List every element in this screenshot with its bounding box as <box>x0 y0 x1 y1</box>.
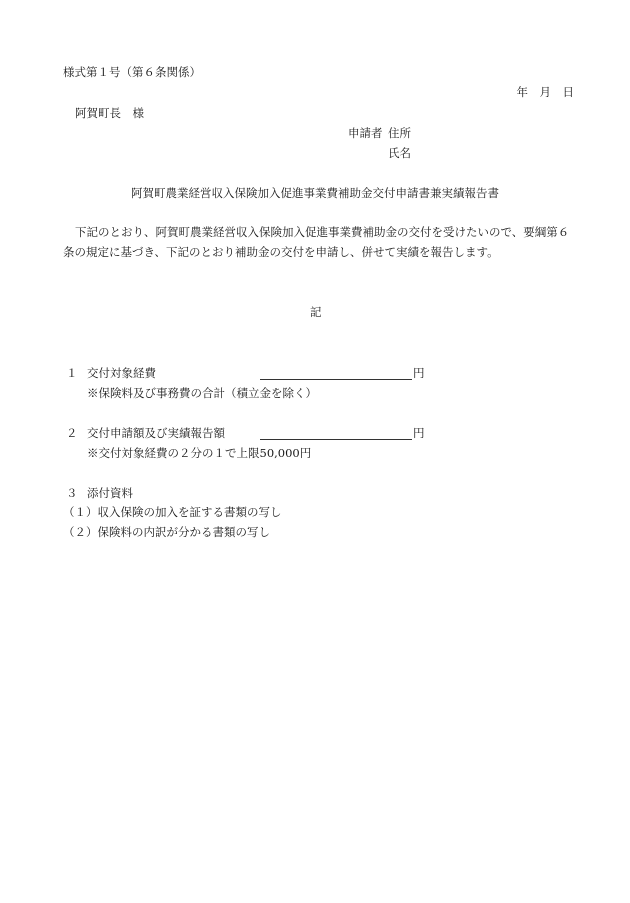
amount-blank <box>260 379 412 380</box>
document-title: 阿賀町農業経営収入保険加入促進事業費補助金交付申請書兼実績報告書 <box>131 186 499 200</box>
attachments-label: 添付資料 <box>87 486 133 500</box>
item-unit: 円 <box>413 366 425 380</box>
applicant-address-label: 住所 <box>388 126 411 140</box>
ki-heading: 記 <box>310 305 322 319</box>
item-note: ※保険料及び事務費の合計（積立金を除く） <box>87 386 317 400</box>
item-label: 交付対象経費 <box>87 366 156 380</box>
item-number: １ <box>66 366 78 380</box>
body-line-2: 条の規定に基づき、下記のとおり補助金の交付を申請し、併せて実績を報告します。 <box>63 245 499 259</box>
item-label: 交付申請額及び実績報告額 <box>87 426 225 440</box>
addressee: 阿賀町長 様 <box>75 106 144 120</box>
attachment-item: （１）収入保険の加入を証する書類の写し <box>63 505 282 519</box>
date-line: 年 月 日 <box>516 85 574 99</box>
applicant-name-label: 氏名 <box>388 146 411 160</box>
body-line-1: 下記のとおり、阿賀町農業経営収入保険加入促進事業費補助金の交付を受けたいので、要綱第６ <box>75 225 570 239</box>
item-number: ２ <box>66 426 78 440</box>
attachments-number: ３ <box>66 486 78 500</box>
amount-blank <box>260 439 412 440</box>
item-unit: 円 <box>413 426 425 440</box>
applicant-label: 申請者 <box>348 126 383 140</box>
attachment-item: （２）保険料の内訳が分かる書類の写し <box>63 525 270 539</box>
form-number: 様式第１号（第６条関係） <box>63 65 201 79</box>
item-note: ※交付対象経費の２分の１で上限50,000円 <box>87 446 312 460</box>
